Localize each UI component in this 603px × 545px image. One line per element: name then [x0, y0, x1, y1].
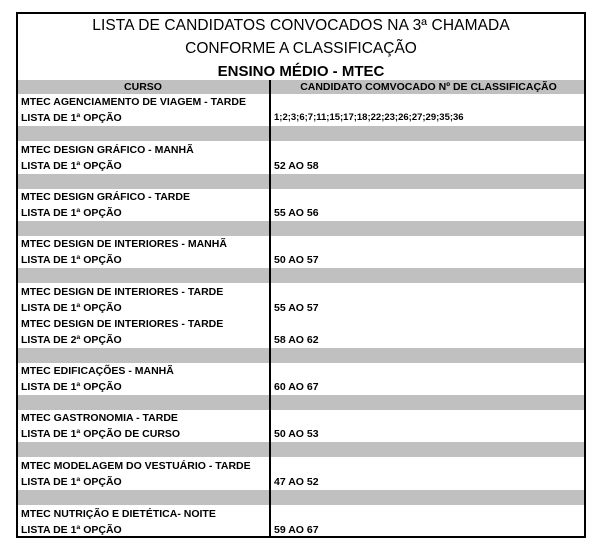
course-name: MTEC GASTRONOMIA - TARDE	[21, 412, 178, 424]
table-row	[18, 94, 584, 110]
table-row	[18, 284, 584, 300]
table-row	[18, 379, 584, 395]
table-row	[18, 506, 584, 522]
list-option: LISTA DE 1ª OPÇÃO DE CURSO	[21, 428, 181, 440]
classification-range: 1;2;3;6;7;11;15;17;18;22;23;26;27;29;35;36	[274, 112, 464, 123]
table-row	[18, 410, 584, 426]
table-row	[18, 316, 584, 332]
document-subtitle: CONFORME A CLASSIFICAÇÃO	[185, 40, 417, 57]
course-name: MTEC AGENCIAMENTO DE VIAGEM - TARDE	[21, 96, 246, 108]
list-option: LISTA DE 1ª OPÇÃO	[21, 476, 122, 488]
classification-range: 55 AO 57	[274, 302, 319, 314]
row-separator	[18, 395, 584, 410]
header-candidates: CANDIDATO COMVOCADO Nº DE CLASSIFICAÇÃO	[300, 81, 557, 93]
classification-range: 60 AO 67	[274, 381, 319, 393]
classification-range: 55 AO 56	[274, 207, 319, 219]
row-separator	[18, 268, 584, 283]
course-name: MTEC MODELAGEM DO VESTUÁRIO - TARDE	[21, 460, 251, 472]
table-row	[18, 158, 584, 174]
classification-range: 50 AO 57	[274, 254, 319, 266]
classification-range: 59 AO 67	[274, 524, 319, 536]
list-option: LISTA DE 1ª OPÇÃO	[21, 160, 122, 172]
column-divider	[269, 80, 271, 538]
table-row	[18, 142, 584, 158]
row-separator	[18, 442, 584, 457]
table-row	[18, 426, 584, 442]
list-option: LISTA DE 1ª OPÇÃO	[21, 254, 122, 266]
document-section-title: ENSINO MÉDIO - MTEC	[217, 63, 385, 80]
table-row	[18, 474, 584, 490]
table-header	[18, 80, 584, 94]
classification-range: 52 AO 58	[274, 160, 319, 172]
list-option: LISTA DE 1ª OPÇÃO	[21, 207, 122, 219]
table-row	[18, 205, 584, 221]
document-frame	[16, 12, 586, 538]
table-row	[18, 332, 584, 348]
list-option: LISTA DE 1ª OPÇÃO	[21, 302, 122, 314]
list-option: LISTA DE 1ª OPÇÃO	[21, 524, 122, 536]
list-option: LISTA DE 1ª OPÇÃO	[21, 112, 122, 124]
table-row	[18, 522, 584, 538]
row-separator	[18, 126, 584, 141]
row-separator	[18, 174, 584, 189]
table-row	[18, 189, 584, 205]
classification-range: 58 AO 62	[274, 334, 319, 346]
course-name: MTEC DESIGN GRÁFICO - TARDE	[21, 191, 190, 203]
table-row	[18, 236, 584, 252]
course-name: MTEC NUTRIÇÃO E DIETÉTICA- NOITE	[21, 508, 216, 520]
table-row	[18, 458, 584, 474]
list-option: LISTA DE 1ª OPÇÃO	[21, 381, 122, 393]
classification-range: 47 AO 52	[274, 476, 319, 488]
table-row	[18, 110, 584, 126]
course-name: MTEC DESIGN DE INTERIORES - MANHÃ	[21, 238, 227, 250]
course-name: MTEC DESIGN DE INTERIORES - TARDE	[21, 318, 224, 330]
row-separator	[18, 221, 584, 236]
course-name: MTEC DESIGN GRÁFICO - MANHÃ	[21, 144, 194, 156]
table-row	[18, 252, 584, 268]
row-separator	[18, 490, 584, 505]
classification-range: 50 AO 53	[274, 428, 319, 440]
table-row	[18, 300, 584, 316]
header-course: CURSO	[124, 81, 162, 93]
list-option: LISTA DE 2ª OPÇÃO	[21, 334, 122, 346]
row-separator	[18, 348, 584, 363]
course-name: MTEC DESIGN DE INTERIORES - TARDE	[21, 286, 224, 298]
course-name: MTEC EDIFICAÇÕES - MANHÃ	[21, 365, 174, 377]
table-row	[18, 363, 584, 379]
document-title: LISTA DE CANDIDATOS CONVOCADOS NA 3ª CHAMADA	[92, 17, 510, 34]
